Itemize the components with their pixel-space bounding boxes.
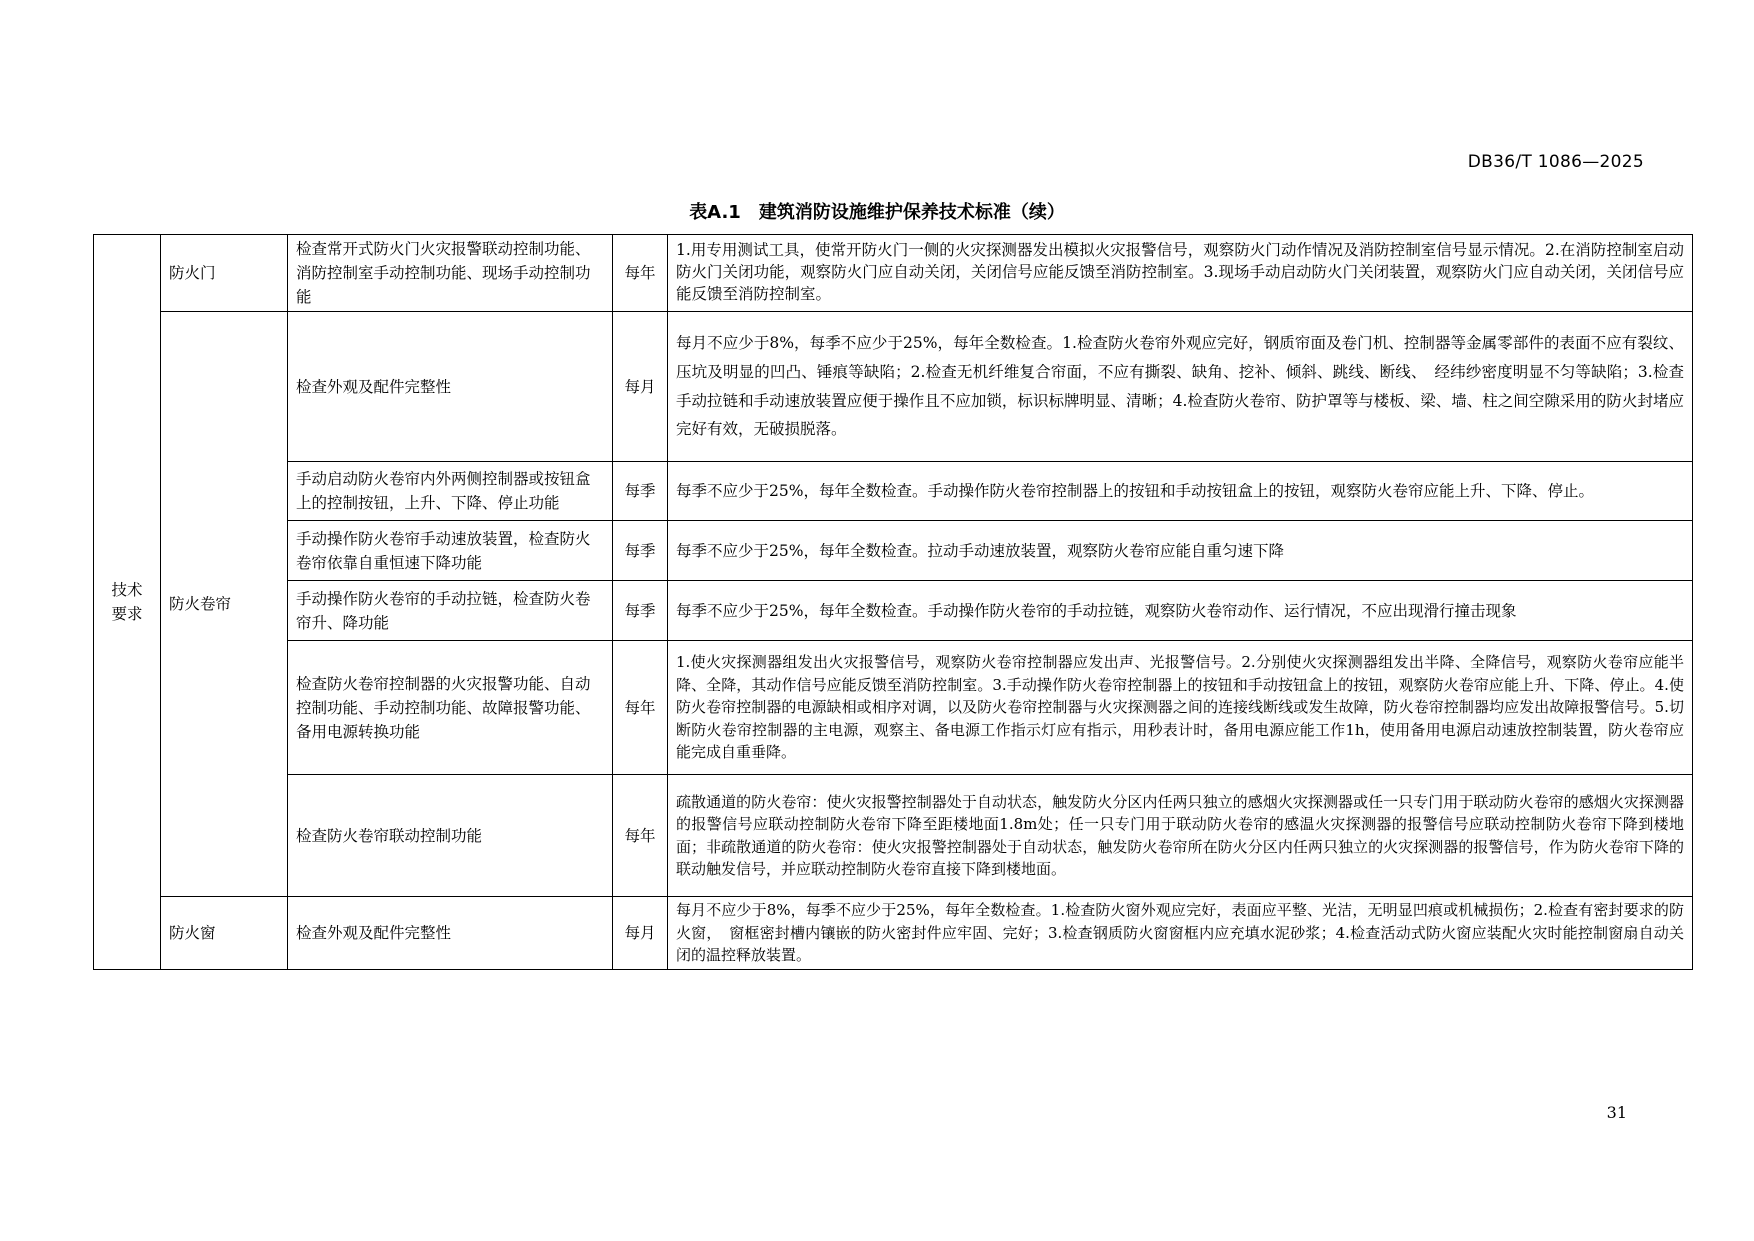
standard-cell: 每季不应少于25%，每年全数检查。手动操作防火卷帘控制器上的按钮和手动按钮盒上的按钮，观察防火卷帘应能上升、下降、停止。 <box>668 462 1693 521</box>
facility-cell: 防火窗 <box>161 897 288 970</box>
standard-cell: 每季不应少于25%，每年全数检查。拉动手动速放装置，观察防火卷帘应能自重匀速下降 <box>668 521 1693 581</box>
standard-cell: 疏散通道的防火卷帘：使火灾报警控制器处于自动状态，触发防火分区内任两只独立的感烟火灾探测器或任一只专门用于联动防火卷帘的感烟火灾探测器的报警信号应联动控制防火卷帘下降至距楼地面1.8m处；任一只专门用于联动防火卷帘的感温火灾探测器的报警信号应联动控制防火卷帘下降到楼地面；非疏散通道的防火卷帘：使火灾报警控制器处于自动状态，触发防火卷帘所在防火分区内任两只独立的火灾探测器的报警信号，作为防火卷帘下降的联动触发信号，并应联动控制防火卷帘直接下降到楼地面。 <box>668 775 1693 897</box>
item-cell: 手动操作防火卷帘手动速放装置，检查防火卷帘依靠自重恒速下降功能 <box>288 521 613 581</box>
frequency-cell: 每季 <box>613 521 668 581</box>
table-row <box>94 235 1693 312</box>
item-cell: 检查外观及配件完整性 <box>288 312 613 462</box>
item-cell: 手动操作防火卷帘的手动拉链，检查防火卷帘升、降功能 <box>288 581 613 641</box>
standard-cell: 每月不应少于8%，每季不应少于25%，每年全数检查。1.检查防火窗外观应完好，表面应平整、光洁，无明显凹痕或机械损伤；2.检查有密封要求的防火窗， 窗框密封槽内镶嵌的防火密封件应牢固、完好；3.检查钢质防火窗窗框内应充填水泥砂浆；4.检查活动式防火窗应装配火灾时能控制窗扇自动关闭的温控释放装置。 <box>668 897 1693 970</box>
table-title: 表A.1 建筑消防设施维护保养技术标准（续） <box>689 202 1065 223</box>
frequency-cell: 每年 <box>613 235 668 312</box>
table-row <box>94 581 1693 641</box>
table-row <box>94 641 1693 775</box>
facility-cell: 防火门 <box>161 235 288 312</box>
document-id: DB36/T 1086—2025 <box>1467 152 1644 172</box>
category-cell <box>94 235 161 970</box>
maintenance-standards-table <box>93 234 1693 970</box>
category-label: 技术 要求 <box>111 580 143 623</box>
item-cell: 手动启动防火卷帘内外两侧控制器或按钮盒上的控制按钮，上升、下降、停止功能 <box>288 462 613 521</box>
frequency-cell: 每月 <box>613 897 668 970</box>
standard-cell: 每月不应少于8%，每季不应少于25%，每年全数检查。1.检查防火卷帘外观应完好，钢质帘面及卷门机、控制器等金属零部件的表面不应有裂纹、压坑及明显的凹凸、锤痕等缺陷；2.检查无机纤维复合帘面，不应有撕裂、缺角、挖补、倾斜、跳线、断线、 经纬纱密度明显不匀等缺陷；3.检查手动拉链和手动速放装置应便于操作且不应加锁，标识标牌明显、清晰；4.检查防火卷帘、防护罩等与楼板、梁、墙、柱之间空隙采用的防火封堵应完好有效，无破损脱落。 <box>668 312 1693 462</box>
item-cell: 检查防火卷帘联动控制功能 <box>288 775 613 897</box>
item-cell: 检查防火卷帘控制器的火灾报警功能、自动控制功能、手动控制功能、故障报警功能、备用电源转换功能 <box>288 641 613 775</box>
frequency-cell: 每季 <box>613 462 668 521</box>
frequency-cell: 每年 <box>613 775 668 897</box>
table-row <box>94 312 1693 462</box>
table-row <box>94 521 1693 581</box>
table-row <box>94 775 1693 897</box>
standard-cell: 1.用专用测试工具，使常开防火门一侧的火灾探测器发出模拟火灾报警信号，观察防火门动作情况及消防控制室信号显示情况。2.在消防控制室启动防火门关闭功能，观察防火门应自动关闭，关闭信号应能反馈至消防控制室。3.现场手动启动防火门关闭装置，观察防火门应自动关闭，关闭信号应能反馈至消防控制室。 <box>668 235 1693 312</box>
frequency-cell: 每季 <box>613 581 668 641</box>
facility-cell: 防火卷帘 <box>161 312 288 897</box>
table-row <box>94 462 1693 521</box>
frequency-cell: 每年 <box>613 641 668 775</box>
item-cell: 检查常开式防火门火灾报警联动控制功能、消防控制室手动控制功能、现场手动控制功能 <box>288 235 613 312</box>
page-number: 31 <box>1606 1103 1627 1122</box>
item-cell: 检查外观及配件完整性 <box>288 897 613 970</box>
standard-cell: 每季不应少于25%，每年全数检查。手动操作防火卷帘的手动拉链，观察防火卷帘动作、运行情况，不应出现滑行撞击现象 <box>668 581 1693 641</box>
table-row <box>94 897 1693 970</box>
frequency-cell: 每月 <box>613 312 668 462</box>
standard-cell: 1.使火灾探测器组发出火灾报警信号，观察防火卷帘控制器应发出声、光报警信号。2.分别使火灾探测器组发出半降、全降信号，观察防火卷帘应能半降、全降，其动作信号应能反馈至消防控制室。3.手动操作防火卷帘控制器上的按钮和手动按钮盒上的按钮，观察防火卷帘应能上升、下降、停止。4.使防火卷帘控制器的电源缺相或相序对调，以及防火卷帘控制器与火灾探测器之间的连接线断线或发生故障，防火卷帘控制器均应发出故障报警信号。5.切断防火卷帘控制器的主电源，观察主、备电源工作指示灯应有指示，用秒表计时，备用电源应能工作1h，使用备用电源启动速放控制装置，防火卷帘应能完成自重垂降。 <box>668 641 1693 775</box>
